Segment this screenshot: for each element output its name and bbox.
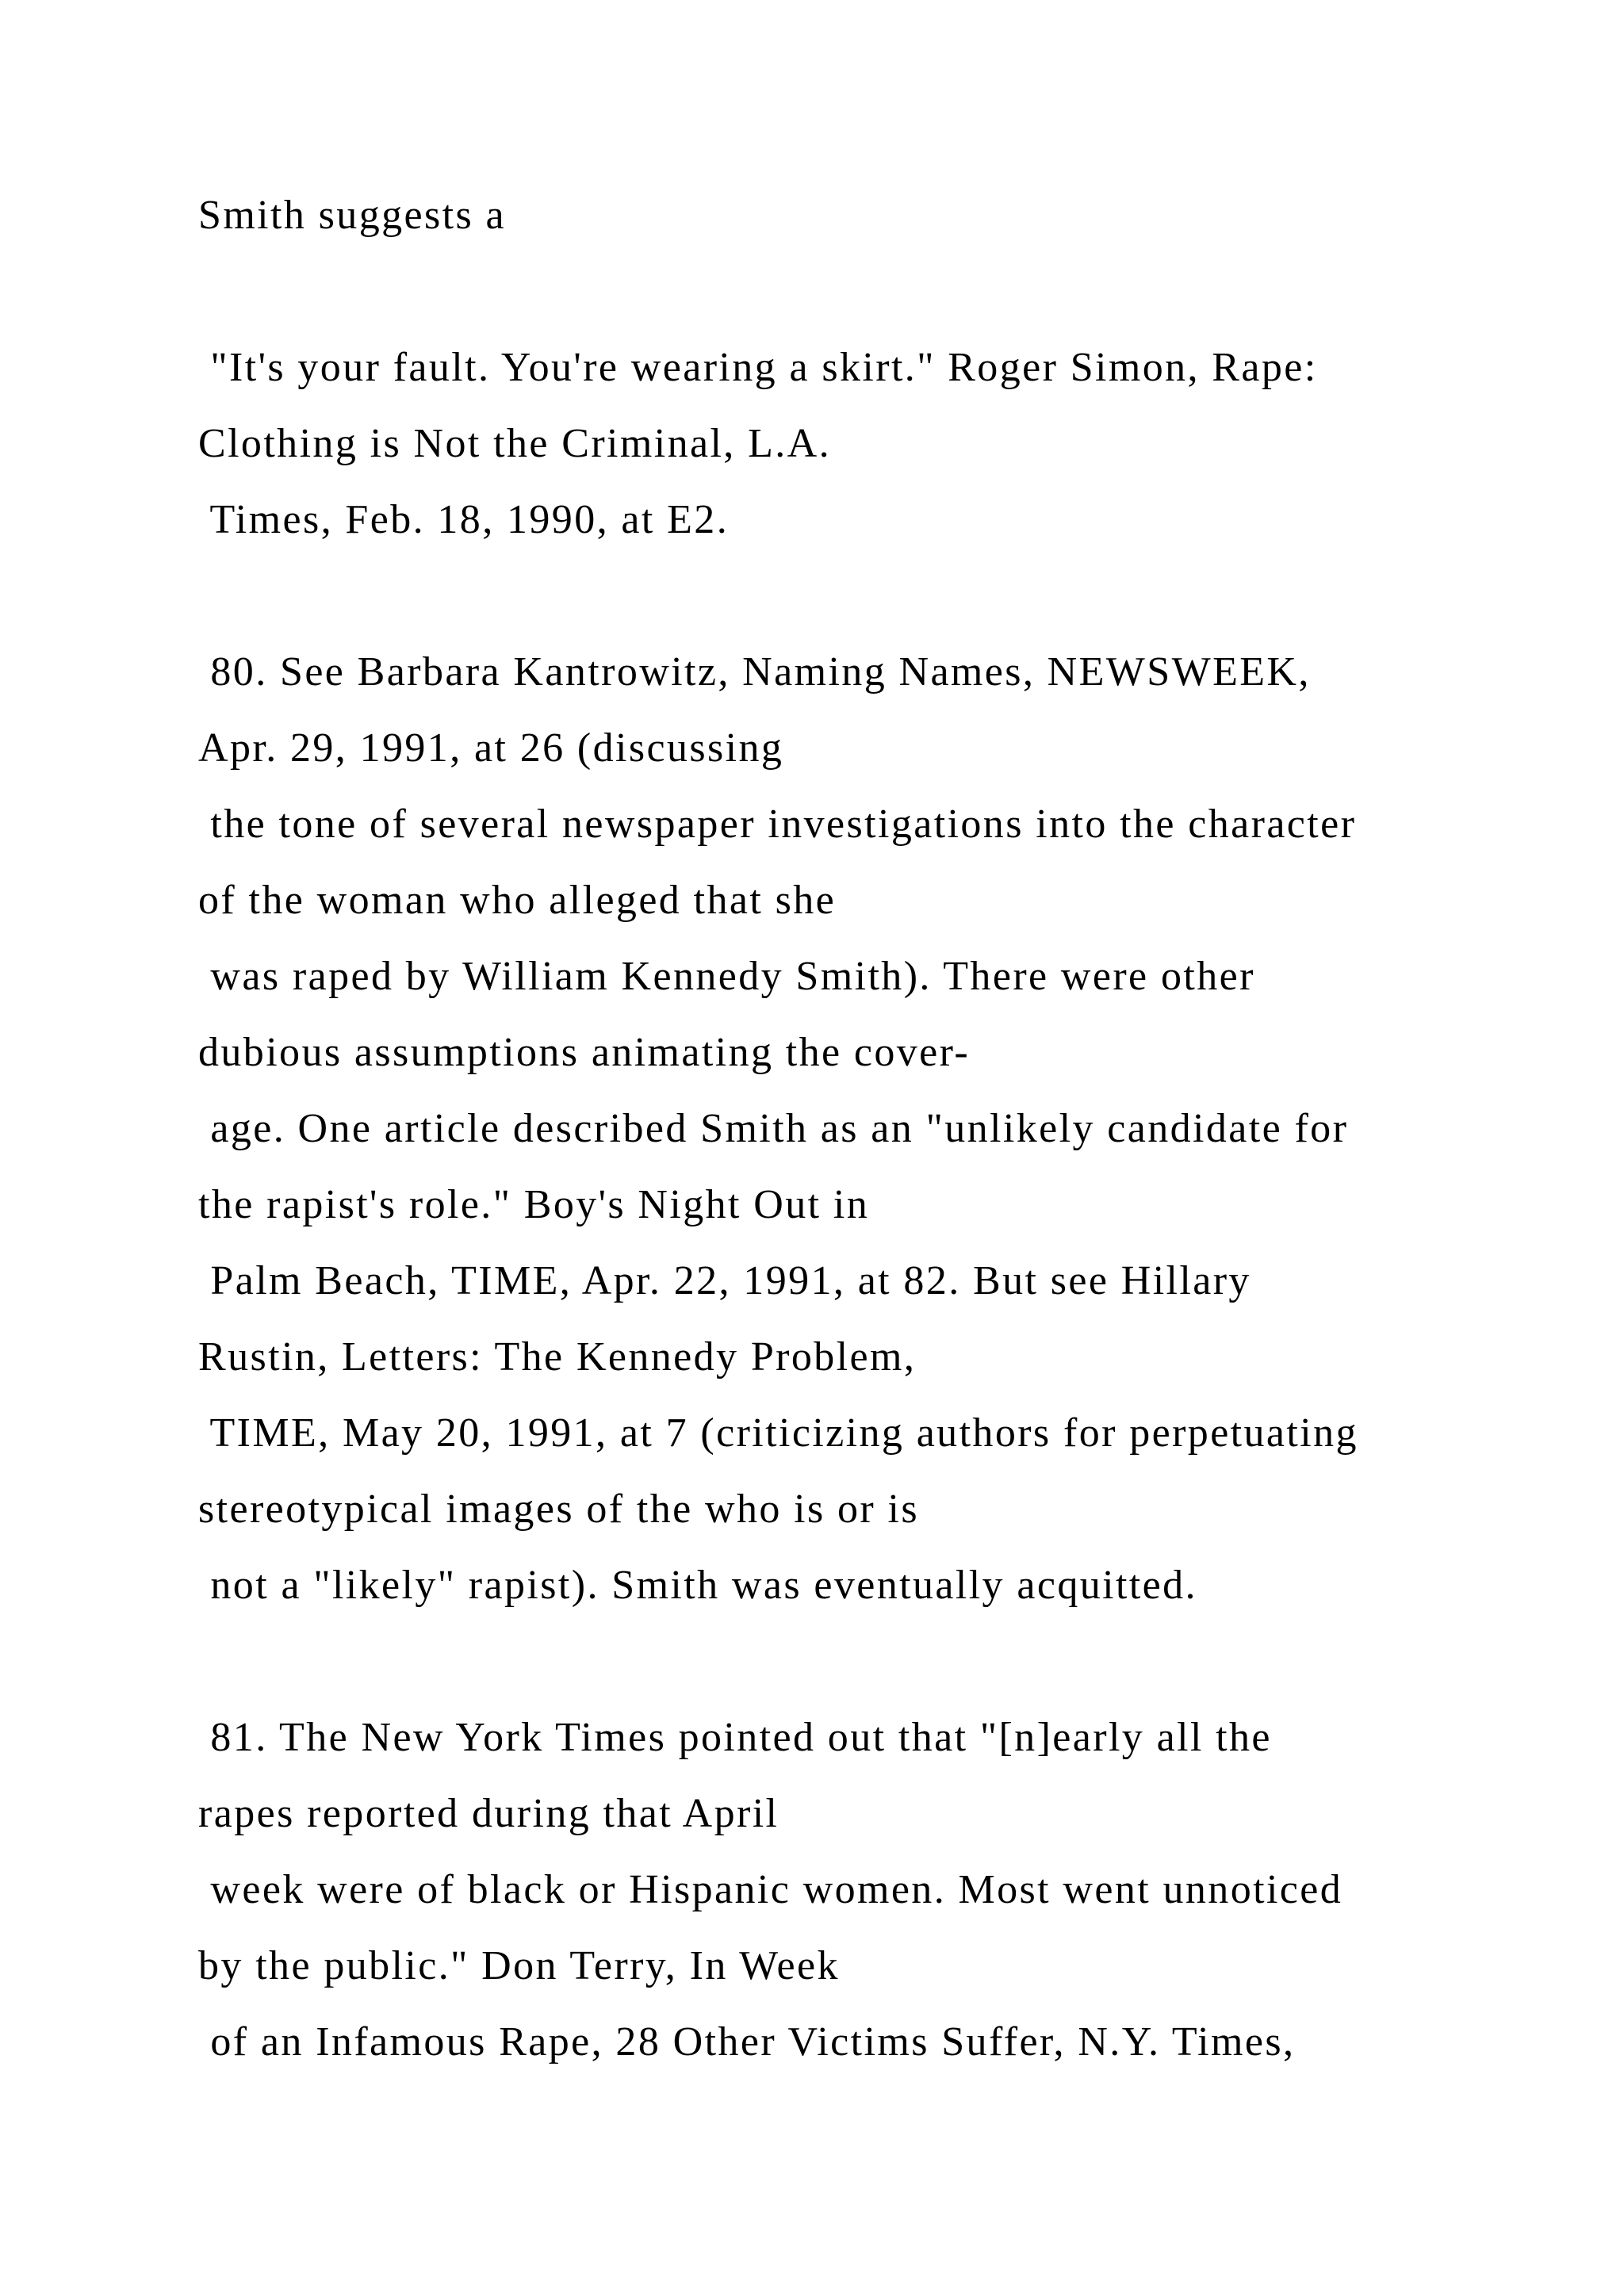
text-line: rapes reported during that April bbox=[198, 1791, 779, 1836]
text-line: Clothing is Not the Criminal, L.A. bbox=[198, 421, 832, 466]
text-line: was raped by William Kennedy Smith). There were other bbox=[198, 954, 1255, 999]
text-line: the tone of several newspaper investigations into the character bbox=[198, 802, 1357, 847]
text-line: of the woman who alleged that she bbox=[198, 878, 837, 923]
text-line: week were of black or Hispanic women. Most went unnoticed bbox=[198, 1867, 1343, 1912]
footnote-81-line: 81. The New York Times pointed out that "[n]early all the bbox=[198, 1715, 1272, 1760]
text-line: the rapist's role." Boy's Night Out in bbox=[198, 1182, 870, 1227]
text-line: Palm Beach, TIME, Apr. 22, 1991, at 82. But see Hillary bbox=[198, 1258, 1251, 1303]
blank-line bbox=[198, 254, 1530, 330]
text-line: by the public." Don Terry, In Week bbox=[198, 1943, 840, 1988]
text-line: of an Infamous Rape, 28 Other Victims Suffer, N.Y. Times, bbox=[198, 2019, 1296, 2064]
text-line: Smith suggests a bbox=[198, 193, 506, 238]
text-line: "It's your fault. You're wearing a skirt." Roger Simon, Rape: bbox=[198, 345, 1318, 390]
blank-line bbox=[198, 1624, 1530, 1700]
text-line: age. One article described Smith as an "unlikely candidate for bbox=[198, 1106, 1349, 1151]
text-line: TIME, May 20, 1991, at 7 (criticizing authors for perpetuating bbox=[198, 1410, 1358, 1456]
text-line: Rustin, Letters: The Kennedy Problem, bbox=[198, 1334, 917, 1380]
text-line: Apr. 29, 1991, at 26 (discussing bbox=[198, 725, 784, 771]
text-line: not a "likely" rapist). Smith was eventually acquitted. bbox=[198, 1563, 1197, 1608]
text-line: Times, Feb. 18, 1990, at E2. bbox=[198, 497, 730, 542]
text-line: dubious assumptions animating the cover- bbox=[198, 1030, 971, 1075]
blank-line bbox=[198, 558, 1530, 634]
body-text bbox=[198, 178, 1530, 2080]
footnote-80-line: 80. See Barbara Kantrowitz, Naming Names, NEWSWEEK, bbox=[198, 649, 1311, 695]
text-line: stereotypical images of the who is or is bbox=[198, 1487, 920, 1532]
